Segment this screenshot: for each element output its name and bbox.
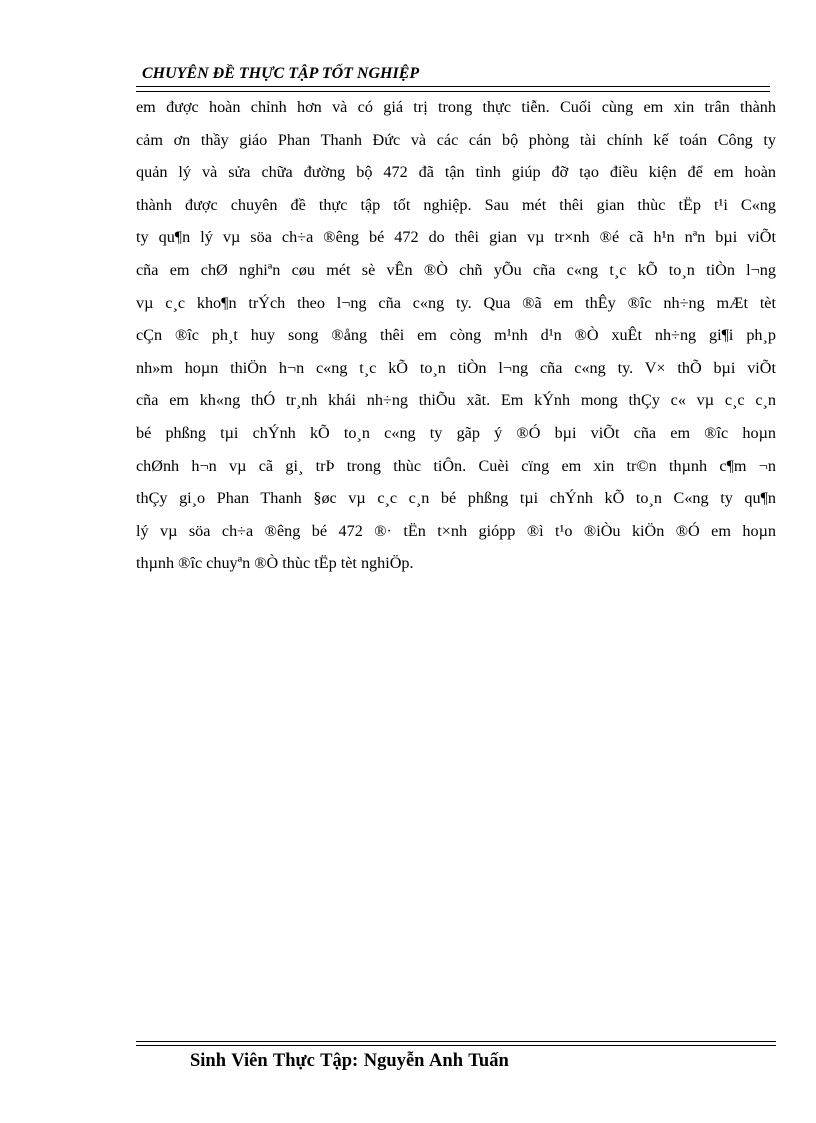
footer-divider-top [136,1041,776,1042]
body-paragraph [136,91,776,580]
header-divider-top [136,86,770,87]
text-line: bé phßng tµi chÝnh kÕ to¸n c«ng ty gãp ý ®Ó bµi viÕt cña em ®îc hoµn [136,423,776,442]
text-line-last: thµnh ®îc chuyªn ®Ò thùc tËp tèt nghiÖp. [136,554,414,573]
text-line: thành được chuyên đề thực tập tốt nghiệp. Sau mét thêi gian thùc tËp t¹i C«ng [136,195,776,214]
footer-signature: Sinh Viên Thực Tập: Nguyễn Anh Tuấn [190,1051,509,1071]
text-line: vµ c¸c kho¶n trÝch theo l¬ng cña c«ng ty. Qua ®ã em thÊy ®îc nh÷ng mÆt tèt [136,293,776,312]
text-line: cÇn ®îc ph¸t huy song ®ång thêi em còng m¹nh d¹n ®Ò xuÊt nh÷ng gi¶i ph¸p [136,326,776,345]
text-line: chØnh h¬n vµ cã gi¸ trÞ trong thùc tiÔn. Cuèi cïng em xin tr©n thµnh c¶m ¬n [136,456,776,475]
text-line: ty qu¶n lý vµ söa ch÷a ®êng bé 472 do thêi gian vµ tr×nh ®é cã h¹n nªn bµi viÕt [136,228,776,247]
text-line: nh»m hoµn thiÖn h¬n c«ng t¸c kÕ to¸n tiÒn l¬ng cña c«ng ty. V× thÕ bµi viÕt [136,358,776,377]
text-line: quản lý và sửa chữa đường bộ 472 đã tận tình giúp đỡ tạo điều kiện để em hoàn [136,163,776,182]
footer-divider-bottom [136,1045,776,1046]
text-line: lý vµ söa ch÷a ®êng bé 472 ®· tËn t×nh giópp ®ì t¹o ®iÒu kiÖn ®Ó em hoµn [136,521,776,540]
page-header-title: CHUYÊN ĐỀ THỰC TẬP TỐT NGHIỆP [142,65,420,82]
text-line: em được hoàn chỉnh hơn và có giá trị trong thực tiễn. Cuối cùng em xin trân thành [136,98,776,116]
text-line: cảm ơn thầy giáo Phan Thanh Đức và các cán bộ phòng tài chính kế toán Công ty [136,130,776,149]
text-line: cña em chØ nghiªn cøu mét sè vÊn ®Ò chñ yÕu cña c«ng t¸c kÕ to¸n tiÒn l¬ng [136,260,776,279]
text-line: cña em kh«ng thÓ tr¸nh khái nh÷ng thiÕu xãt. Em kÝnh mong thÇy c« vµ c¸c c¸n [136,391,776,410]
text-line: thÇy gi¸o Phan Thanh §øc vµ c¸c c¸n bé phßng tµi chÝnh kÕ to¸n C«ng ty qu¶n [136,489,776,508]
